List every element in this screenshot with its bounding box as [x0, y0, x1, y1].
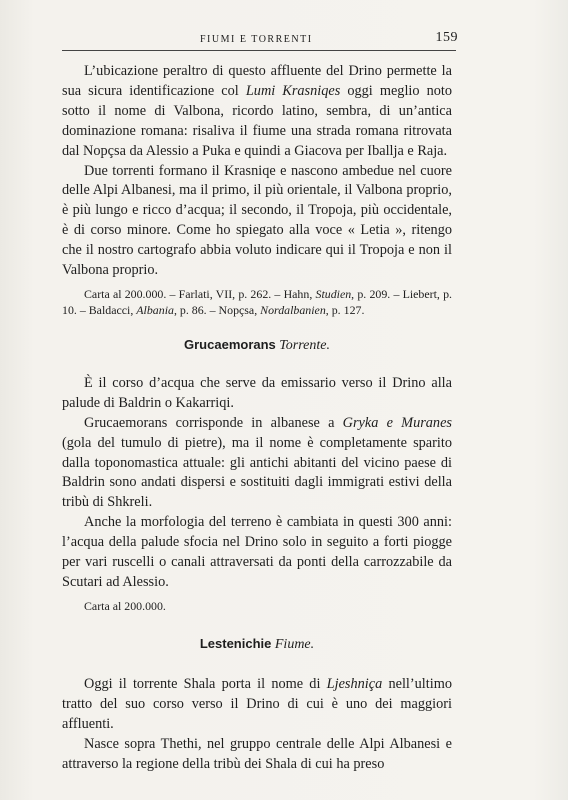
paragraph: Anche la morfologia del terreno è cambiata in questi 300 anni: l’acqua della palude sfocia nel Drino solo in seguito a forti piogge per vari ruscelli o canali attraversati da ponti della carrozzabile da Scutari ad Alessio.	[62, 514, 452, 590]
entry-heading-name: Lestenichie	[199, 636, 272, 652]
entry-heading	[62, 634, 452, 655]
paragraph: È il corso d’acqua che serve da emissario verso il Drino alla palude di Baldrin o Kakarriqi.	[62, 374, 452, 411]
paragraph: Oggi il torrente Shala porta il nome di Ljeshniça nell’ultimo tratto del suo corso verso il Drino di cui è uno dei maggiori affluenti.	[62, 676, 452, 733]
entry-heading	[62, 335, 452, 356]
paragraph: Due torrenti formano il Krasniqe e nascono ambedue nel cuore delle Alpi Albanesi, ma il primo, il più orientale, il Valbona proprio, è più lungo e ricco d’acqua; il secondo, il Tropoja, più occidentale, è di corso minore. Come ho spiegato alla voce « Letia », ritengo che il nostro cartografo abbia voluto indicare qui il Tropoja e non il Valbona proprio.	[62, 162, 452, 279]
entry-heading-name: Grucaemorans	[184, 336, 276, 352]
running-title: FIUMI E TORRENTI	[200, 34, 313, 45]
bibliographic-citation: Carta al 200.000. – Farlati, VII, p. 262. – Hahn, Studien, p. 209. – Liebert, p. 10. – Baldacci, Albania, p. 86. – Nopçsa, Nordalbanien, p. 127.	[62, 286, 453, 318]
page-number: 159	[435, 30, 458, 45]
entry-heading-kind: Torrente.	[279, 337, 330, 353]
paragraph: Grucaemorans corrisponde in albanese a Gryka e Muranes (gola del tumulo di pietre), ma il nome è completamente sparito dalla toponomastica attuale: gli antichi abitanti del vicino paese di Baldrin sono andati dispersi e sostituiti dagli immigrati estivi della tribù di Shkreli.	[62, 414, 452, 511]
page-body	[62, 62, 452, 775]
paragraph: Nasce sopra Thethi, nel gruppo centrale delle Alpi Albanesi e attraverso la regione della tribù dei Shala di cui ha preso	[62, 735, 452, 772]
running-header	[62, 30, 456, 51]
entry-heading-kind: Fiume.	[274, 637, 315, 653]
bibliographic-citation: Carta al 200.000.	[84, 598, 166, 613]
paragraph: L’ubicazione peraltro di questo affluente del Drino permette la sua sicura identificazione col Lumi Krasniqes oggi meglio noto sotto il nome di Valbona, ricordo latino, sembra, di un’antica dominazione romana: risaliva il fiume una strada romana ritrovata dal Nopçsa da Alessio a Puka e quindi a Giacova per Iballja e Raja.	[62, 63, 453, 159]
